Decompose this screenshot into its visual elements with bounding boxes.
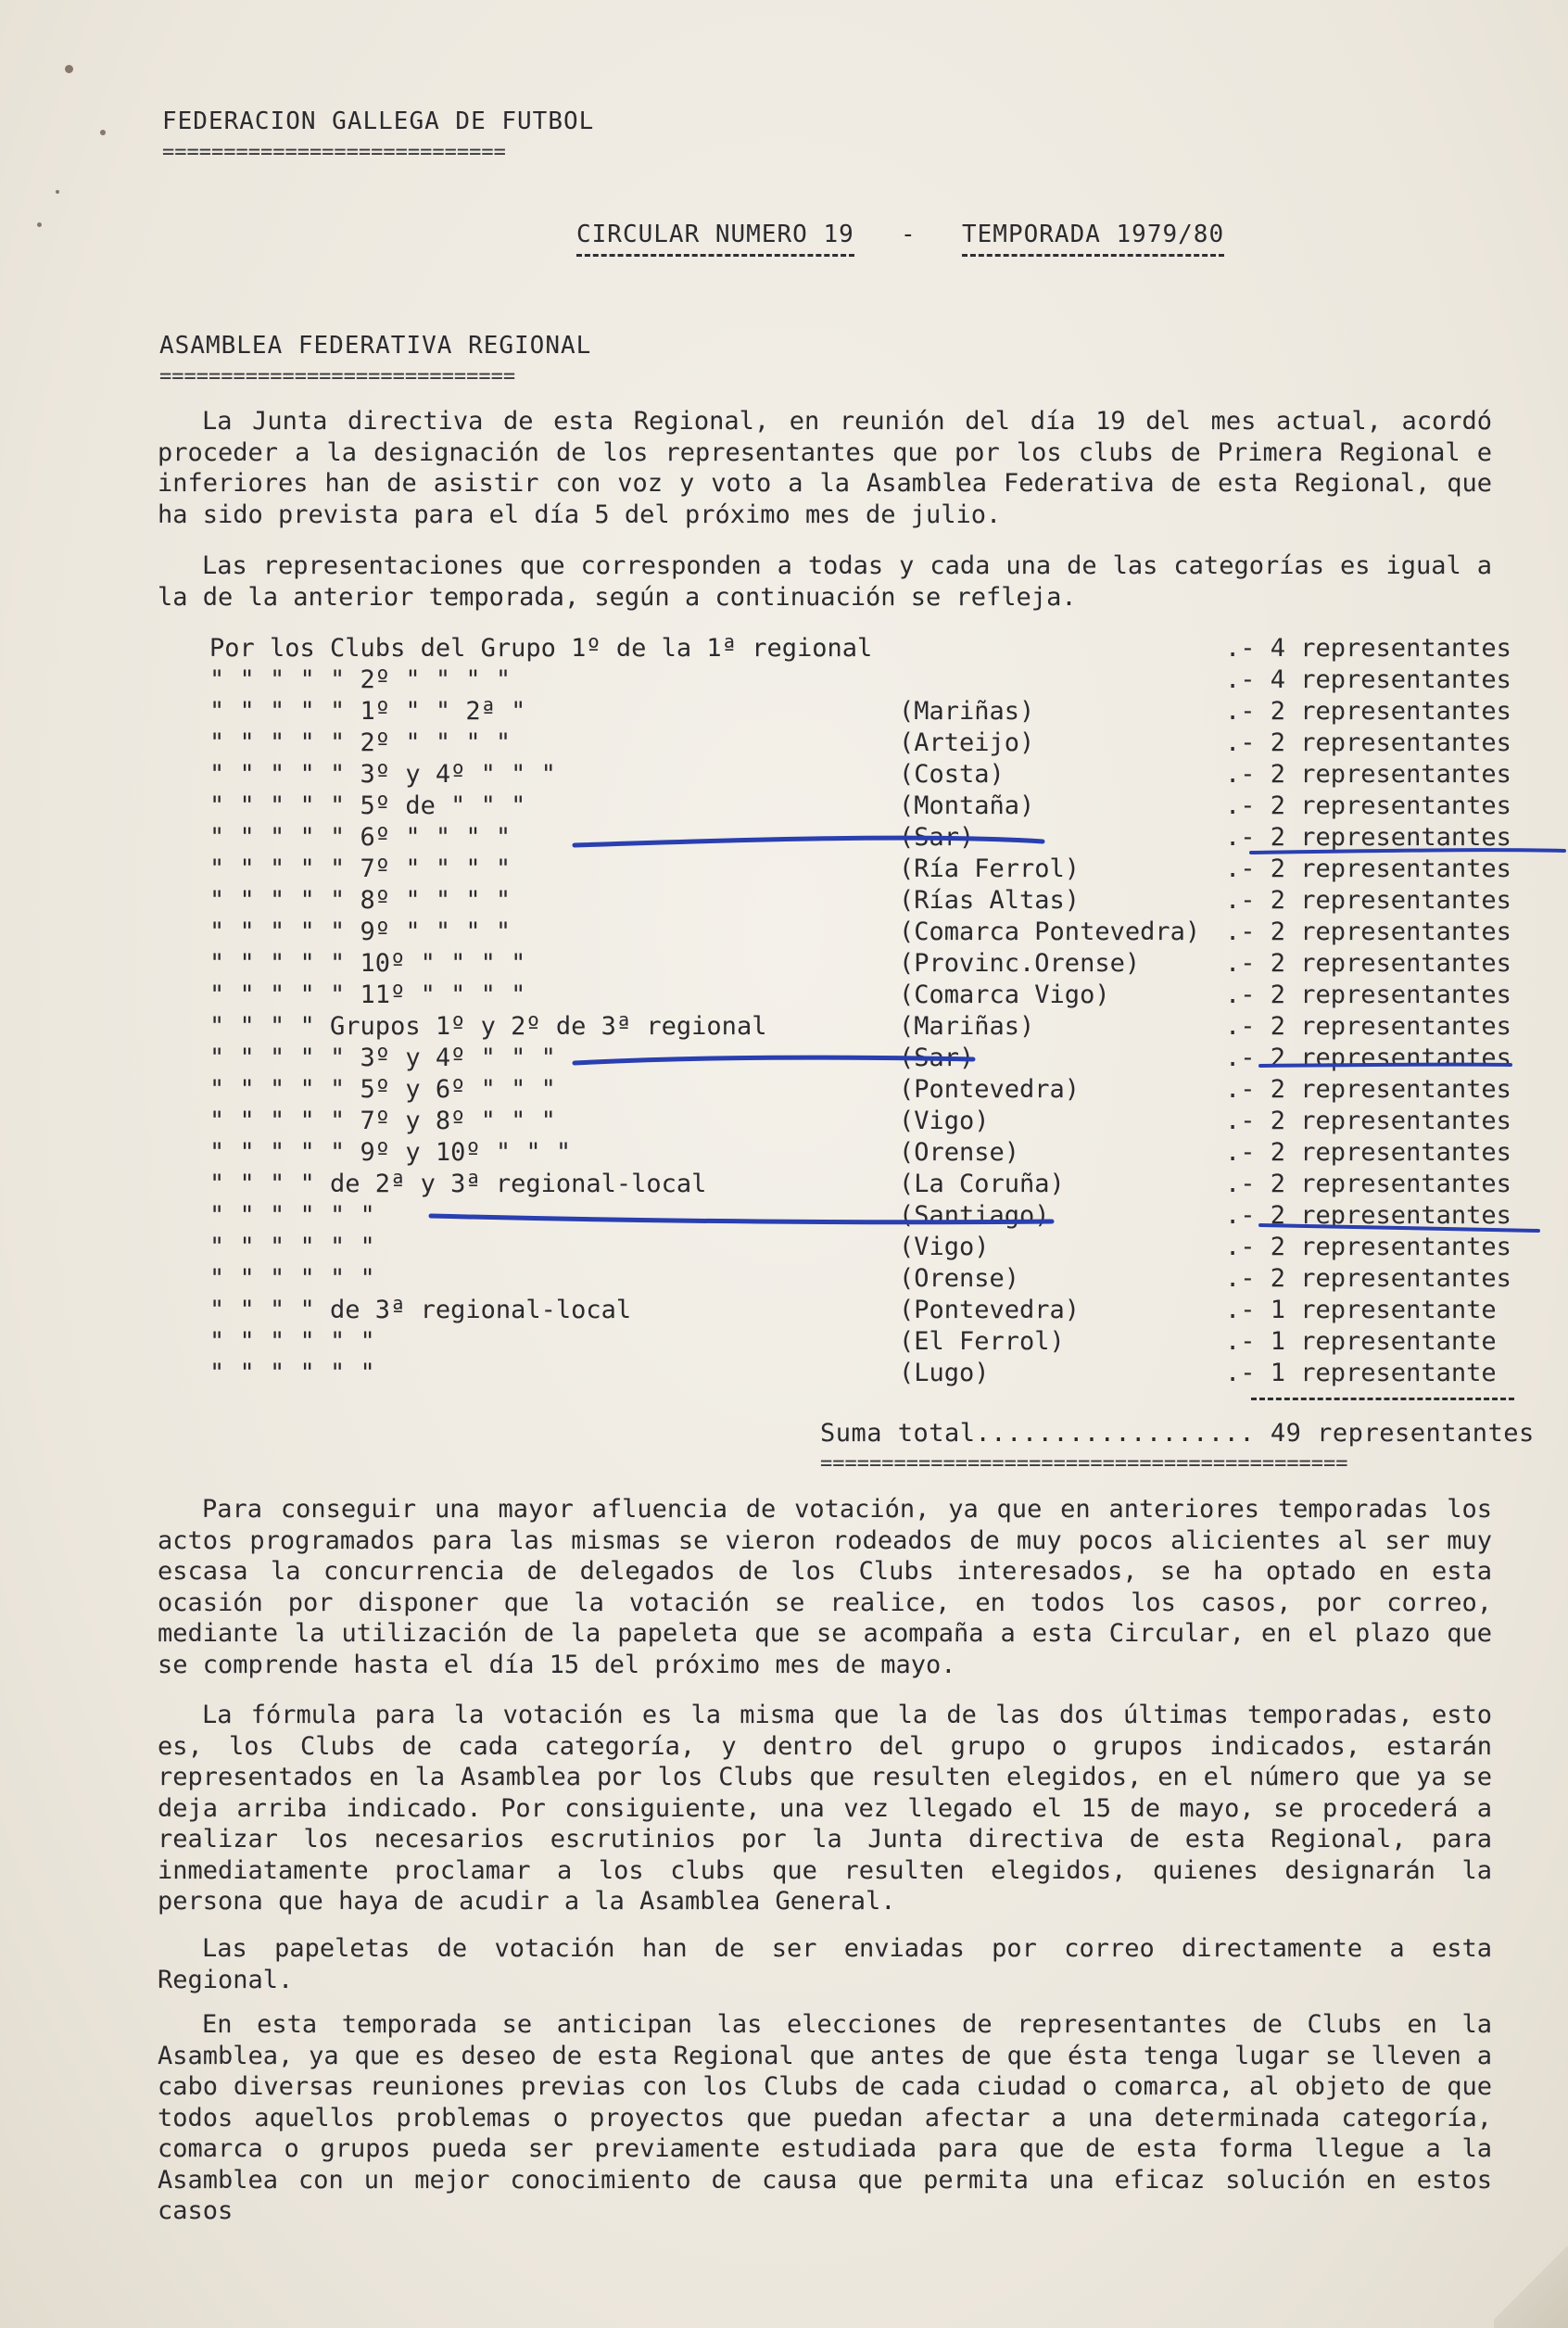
- section-rule: =============================: [159, 365, 516, 388]
- row-category: " " " " " ": [209, 1233, 375, 1261]
- row-representatives: .- 2 representantes: [1225, 1264, 1511, 1293]
- row-representatives: .- 2 representantes: [1225, 1012, 1511, 1041]
- row-representatives: .- 2 representantes: [1225, 791, 1511, 820]
- total-line: Suma total.................. 49 representantes: [820, 1419, 1535, 1448]
- row-representatives: .- 2 representantes: [1225, 1138, 1511, 1167]
- row-category: " " " " " 3º y 4º " " ": [209, 760, 556, 789]
- row-representatives: .- 2 representantes: [1225, 1233, 1511, 1261]
- total-separator: [1251, 1398, 1514, 1400]
- body-paragraph-4: En esta temporada se anticipan las elecciones de representantes de Clubs en la Asamblea, ya que es deseo de esta Regional que antes de que ésta tenga lugar se lleven a cabo diversas reuniones previas con los Clubs de cada ciudad o comarca, al objeto de que todos aquellos problemas o proyectos que puedan afectar a una determinada categoría, comarca o grupos pueda ser previamente estudiada para que de esta forma llegue a la Asamblea con un mejor conocimiento de causa que permita una eficaz solución en estos casos: [158, 2010, 1492, 2225]
- row-category: " " " " Grupos 1º y 2º de 3ª regional: [209, 1012, 767, 1041]
- row-representatives: .- 2 representantes: [1225, 854, 1511, 883]
- table-row: [0, 696, 1568, 727]
- table-row: [0, 759, 1568, 790]
- row-category: " " " " " 7º y 8º " " ": [209, 1107, 556, 1135]
- row-zone: (Sar): [899, 1044, 975, 1072]
- row-zone: (Costa): [899, 760, 1005, 789]
- table-row: [0, 854, 1568, 884]
- body-paragraph-1: Para conseguir una mayor afluencia de votación, ya que en anteriores temporadas los actos programados para las mismas se vieron rodeados de muy pocos alicientes al ser muy escasa la concurrencia de delegados de los Clubs interesados, se ha optado en esta ocasión por disponer que la votación se realice, en todos los casos, por correo, mediante la utilización de la papeleta que se acompaña a esta Circular, en el plazo que se comprende hasta el día 15 del próximo mes de mayo.: [158, 1495, 1492, 1679]
- row-representatives: .- 1 representante: [1225, 1296, 1497, 1324]
- row-category: " " " " de 2ª y 3ª regional-local: [209, 1170, 707, 1198]
- row-representatives: .- 2 representantes: [1225, 1044, 1511, 1072]
- table-row: [0, 1137, 1568, 1168]
- row-category: " " " " " ": [209, 1264, 375, 1293]
- row-category: " " " " " 5º y 6º " " ": [209, 1075, 556, 1104]
- row-zone: (Mariñas): [899, 1012, 1035, 1041]
- row-zone: (Ría Ferrol): [899, 854, 1081, 883]
- row-representatives: .- 2 representantes: [1225, 728, 1511, 757]
- row-category: " " " " " 7º " " " ": [209, 854, 512, 883]
- row-representatives: .- 2 representantes: [1225, 949, 1511, 978]
- stain: [37, 222, 42, 227]
- row-representatives: .- 4 representantes: [1225, 665, 1511, 694]
- table-row: [0, 728, 1568, 758]
- table-row: [0, 917, 1568, 947]
- row-category: " " " " " 6º " " " ": [209, 823, 512, 852]
- table-row: [0, 822, 1568, 853]
- row-category: " " " " " 1º " " 2ª ": [209, 697, 526, 726]
- row-category: " " " " " 11º " " " ": [209, 981, 526, 1009]
- row-representatives: .- 2 representantes: [1225, 760, 1511, 789]
- row-zone: (Sar): [899, 823, 975, 852]
- row-category: " " " " " 9º y 10º " " ": [209, 1138, 572, 1167]
- row-representatives: .- 2 representantes: [1225, 1107, 1511, 1135]
- section-title: ASAMBLEA FEDERATIVA REGIONAL: [159, 332, 592, 360]
- table-row: [0, 664, 1568, 695]
- row-zone: (Orense): [899, 1138, 1020, 1167]
- table-row: [0, 980, 1568, 1010]
- stain: [56, 190, 59, 194]
- intro-paragraph-2: Las representaciones que corresponden a todas y cada una de las categorías es igual a la de la anterior temporada, según a continuación se refleja.: [158, 551, 1492, 612]
- row-zone: (Mariñas): [899, 697, 1035, 726]
- body-paragraph-2: La fórmula para la votación es la misma que la de las dos últimas temporadas, esto es, los Clubs de cada categoría, y dentro del grupo o grupos indicados, estarán representados en la Asamblea por los Clubs que resulten elegidos, en el número que ya se deja arriba indicado. Por consiguiente, una vez llegado el 15 de mayo, se procederá a realizar los necesarios escrutinios por la Junta directiva de esta Regional, para inmediatamente proclamar a los clubs que resulten elegidos, quienes designarán la persona que haya de acudir a la Asamblea General.: [158, 1701, 1492, 1916]
- row-category: " " " " " 3º y 4º " " ": [209, 1044, 556, 1072]
- total-rule: ===========================================: [820, 1452, 1348, 1475]
- row-zone: (Lugo): [899, 1359, 990, 1387]
- row-category: " " " " " 10º " " " ": [209, 949, 526, 978]
- row-zone: (Santiago): [899, 1201, 1050, 1230]
- body-paragraph-3: Las papeletas de votación han de ser enviadas por correo directamente a esta Regional.: [158, 1934, 1492, 1994]
- circular-number: CIRCULAR NUMERO 19: [576, 221, 854, 257]
- table-row: [0, 1043, 1568, 1073]
- row-category: " " " " de 3ª regional-local: [209, 1296, 632, 1324]
- org-rule: ============================: [162, 141, 506, 164]
- table-row: [0, 791, 1568, 821]
- table-row: [0, 633, 1568, 664]
- row-zone: (Vigo): [899, 1233, 990, 1261]
- row-category: " " " " " ": [209, 1327, 375, 1356]
- row-representatives: .- 2 representantes: [1225, 697, 1511, 726]
- row-category: " " " " " 9º " " " ": [209, 917, 512, 946]
- row-representatives: .- 1 representante: [1225, 1359, 1497, 1387]
- table-row: [0, 1295, 1568, 1325]
- table-row: [0, 1232, 1568, 1262]
- row-representatives: .- 2 representantes: [1225, 1075, 1511, 1104]
- row-representatives: .- 1 representante: [1225, 1327, 1497, 1356]
- row-representatives: .- 2 representantes: [1225, 981, 1511, 1009]
- row-representatives: .- 4 representantes: [1225, 634, 1511, 663]
- table-row: [0, 1074, 1568, 1105]
- table-row: [0, 1263, 1568, 1294]
- row-category: " " " " " ": [209, 1359, 375, 1387]
- intro-paragraph-1: La Junta directiva de esta Regional, en reunión del día 19 del mes actual, acordó proceder a la designación de los representantes que por los clubs de Primera Regional e inferiores han de asistir con voz y voto a la Asamblea Federativa de esta Regional, que ha sido prevista para el día 5 del próximo mes de julio.: [158, 407, 1492, 529]
- table-row: [0, 1011, 1568, 1042]
- row-category: " " " " " 2º " " " ": [209, 665, 512, 694]
- row-zone: (Orense): [899, 1264, 1020, 1293]
- row-category: " " " " " 2º " " " ": [209, 728, 512, 757]
- row-zone: (La Coruña): [899, 1170, 1065, 1198]
- row-representatives: .- 2 representantes: [1225, 886, 1511, 915]
- table-row: [0, 1200, 1568, 1231]
- row-zone: (Pontevedra): [899, 1075, 1081, 1104]
- header-dash: -: [901, 221, 917, 248]
- row-representatives: .- 2 representantes: [1225, 917, 1511, 946]
- table-row: [0, 1106, 1568, 1136]
- table-row: [0, 885, 1568, 916]
- table-row: [0, 948, 1568, 979]
- row-category: " " " " " 8º " " " ": [209, 886, 512, 915]
- row-zone: (El Ferrol): [899, 1327, 1065, 1356]
- stain: [100, 130, 106, 135]
- row-zone: (Rías Altas): [899, 886, 1081, 915]
- row-category: " " " " " 5º de " " ": [209, 791, 526, 820]
- row-zone: (Comarca Vigo): [899, 981, 1110, 1009]
- row-representatives: .- 2 representantes: [1225, 1201, 1511, 1230]
- row-category: " " " " " ": [209, 1201, 375, 1230]
- table-row: [0, 1169, 1568, 1199]
- row-zone: (Comarca Pontevedra): [899, 917, 1201, 946]
- row-zone: (Vigo): [899, 1107, 990, 1135]
- row-category: Por los Clubs del Grupo 1º de la 1ª regional: [209, 634, 873, 663]
- row-representatives: .- 2 representantes: [1225, 823, 1511, 852]
- row-zone: (Provinc.Orense): [899, 949, 1141, 978]
- row-zone: (Pontevedra): [899, 1296, 1081, 1324]
- stain: [65, 65, 73, 73]
- row-zone: (Arteijo): [899, 728, 1035, 757]
- row-zone: (Montaña): [899, 791, 1035, 820]
- row-representatives: .- 2 representantes: [1225, 1170, 1511, 1198]
- season: TEMPORADA 1979/80: [962, 221, 1224, 257]
- folded-corner: [1494, 2235, 1568, 2328]
- table-row: [0, 1358, 1568, 1388]
- table-row: [0, 1326, 1568, 1357]
- org-name: FEDERACION GALLEGA DE FUTBOL: [162, 108, 595, 135]
